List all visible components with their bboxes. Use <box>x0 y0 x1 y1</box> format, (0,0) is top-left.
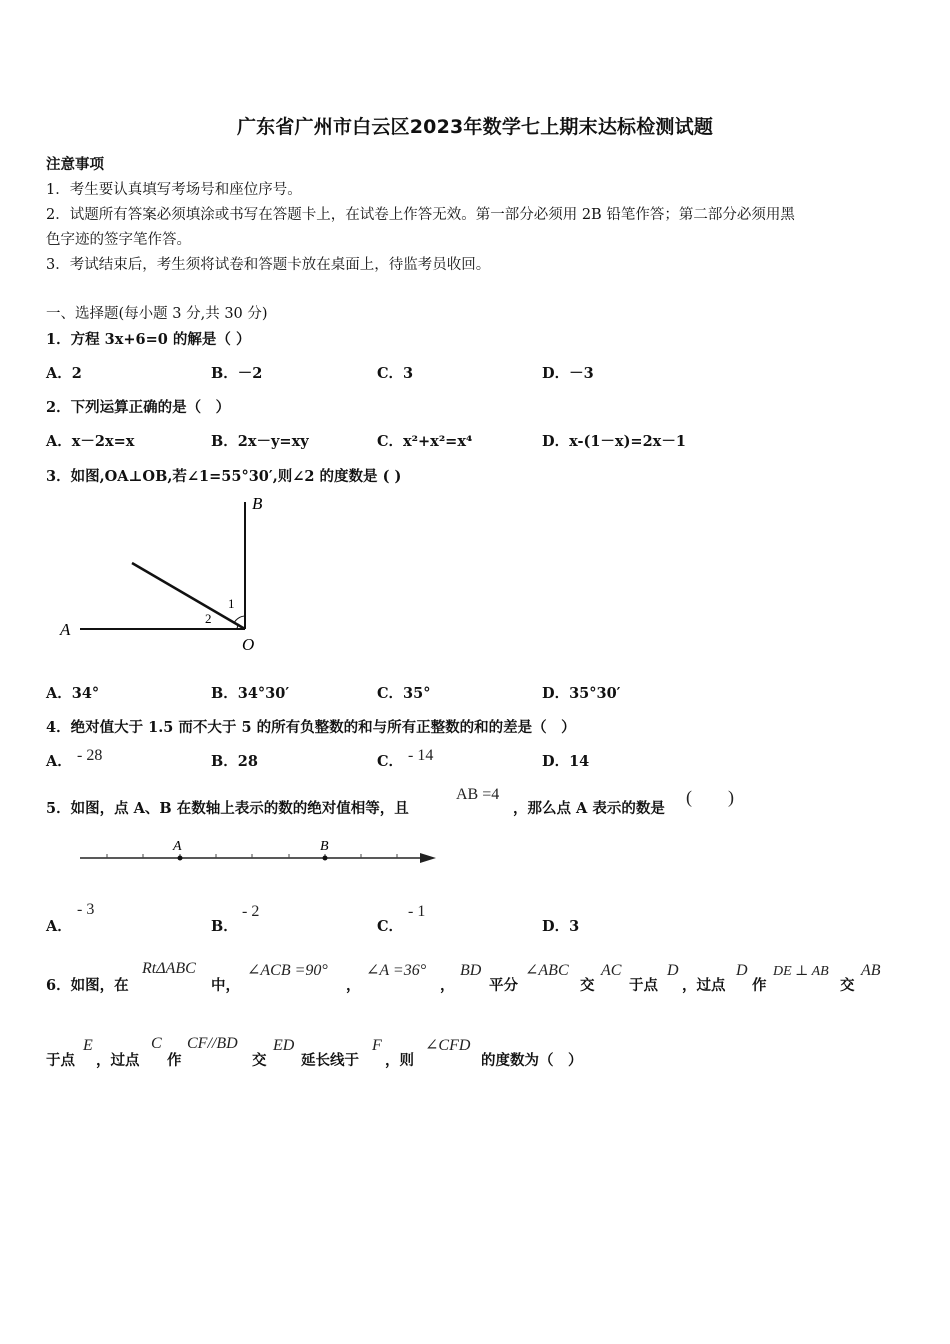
question-5-stem-post: ，那么点 A 表示的数是 <box>513 800 665 817</box>
q6-seg: ，则 <box>385 1052 414 1069</box>
question-3-stem: 3．如图,OA⊥OB,若∠1=55°30′,则∠2 的度数是 ( ) <box>46 468 402 485</box>
q6-math: ED <box>273 1037 295 1054</box>
q3-option-c: C．35° <box>377 685 431 702</box>
q5-option-a-label: A． <box>46 918 72 935</box>
q4-option-a-label: A． <box>46 753 72 770</box>
q6-seg: 交 <box>580 977 595 994</box>
q2-option-b: B．2x－y=xy <box>211 433 309 450</box>
q6-math: D <box>667 962 679 979</box>
q6-seg: 6．如图，在 <box>46 977 129 994</box>
q5-option-b-label: B． <box>211 918 238 935</box>
question-5-stem: 5．如图，点 A、B 在数轴上表示的数的绝对值相等，且 <box>46 800 409 817</box>
q4-option-c-value: - 14 <box>408 747 434 764</box>
q6-seg: 延长线于 <box>301 1052 359 1069</box>
notice-item: 色字迹的签字笔作答。 <box>46 232 191 248</box>
q6-seg: 交 <box>252 1052 267 1069</box>
q6-math: ∠ABC <box>525 962 569 979</box>
q6-math: F <box>372 1037 382 1054</box>
q6-seg: ，过点 <box>682 977 726 994</box>
q4-option-c-label: C． <box>377 753 404 770</box>
label-angle-2: 2 <box>205 611 212 626</box>
q1-option-d: D．－3 <box>542 365 594 382</box>
angle-figure <box>50 490 280 660</box>
q4-option-a-value: - 28 <box>77 747 103 764</box>
number-line-figure <box>70 832 450 872</box>
q4-option-d: D．14 <box>542 753 590 770</box>
label-b: B <box>320 839 329 854</box>
q6-seg: 交 <box>840 977 855 994</box>
q5-option-b-value: - 2 <box>242 903 260 920</box>
q3-option-b: B．34°30′ <box>211 685 290 702</box>
q6-math: DE ⊥ AB <box>773 964 829 979</box>
notice-item: 1．考生要认真填写考场号和座位序号。 <box>46 182 302 198</box>
question-1-stem: 1．方程 3x+6=0 的解是（ ） <box>46 331 251 348</box>
q1-option-c: C．3 <box>377 365 414 382</box>
q6-seg: ， <box>440 977 455 994</box>
notice-heading: 注意事项 <box>46 156 104 173</box>
q6-math: ∠ACB =90° <box>247 962 328 979</box>
q6-math: BD <box>460 962 482 979</box>
label-angle-1: 1 <box>228 596 235 611</box>
q3-option-a: A．34° <box>46 685 100 702</box>
q6-seg: 平分 <box>489 977 518 994</box>
q1-option-a: A．2 <box>46 365 82 382</box>
q5-math: AB =4 <box>456 786 500 803</box>
q6-math: AB <box>861 962 881 979</box>
q2-option-d: D．x-(1－x)=2x－1 <box>542 433 686 450</box>
q4-option-b: B．28 <box>211 753 258 770</box>
q5-option-c-label: C． <box>377 918 404 935</box>
q3-option-d: D．35°30′ <box>542 685 621 702</box>
q5-option-c-value: - 1 <box>408 903 426 920</box>
q6-math: C <box>151 1035 162 1052</box>
q6-math: D <box>736 962 748 979</box>
q6-seg: ，过点 <box>96 1052 140 1069</box>
q5-answer-paren: ( ) <box>686 787 734 807</box>
question-2-stem: 2．下列运算正确的是（ ） <box>46 399 231 416</box>
q6-seg: ， <box>346 977 361 994</box>
page-title: 广东省广州市白云区2023年数学七上期末达标检测试题 <box>236 116 714 138</box>
q6-math: ∠CFD <box>425 1037 471 1054</box>
label-b: B <box>252 494 263 513</box>
point-a <box>178 856 183 861</box>
q5-option-a-value: - 3 <box>77 901 95 918</box>
question-4-stem: 4．绝对值大于 1.5 而不大于 5 的所有负整数的和与所有正整数的和的差是（ ） <box>46 719 576 736</box>
q2-option-c: C．x²+x²=x⁴ <box>377 433 473 450</box>
section-heading: 一、选择题(每小题 3 分,共 30 分) <box>46 306 268 322</box>
notice-item: 2．试题所有答案必须填涂或书写在答题卡上，在试卷上作答无效。第一部分必须用 2B 铅笔作答；第二部分必须用黑 <box>46 207 795 223</box>
q5-option-d: D．3 <box>542 918 580 935</box>
q6-seg: 的度数为（ ） <box>481 1052 583 1069</box>
q6-math: ∠A =36° <box>366 962 427 979</box>
label-a: A <box>60 620 71 639</box>
q6-seg: 于点 <box>629 977 658 994</box>
q6-math: RtΔABC <box>142 960 196 977</box>
q1-option-b: B．－2 <box>211 365 263 382</box>
notice-item: 3．考试结束后，考生须将试卷和答题卡放在桌面上，待监考员收回。 <box>46 257 491 273</box>
q2-option-a: A．x－2x=x <box>46 433 135 450</box>
q6-seg: 作 <box>167 1052 182 1069</box>
label-a: A <box>173 839 182 854</box>
q6-math: E <box>83 1037 93 1054</box>
q6-seg: 于点 <box>46 1052 75 1069</box>
point-b <box>323 856 328 861</box>
q6-seg: 作 <box>752 977 767 994</box>
label-o: O <box>242 635 255 654</box>
q6-seg: 中， <box>211 977 240 994</box>
q6-math: CF//BD <box>187 1035 238 1052</box>
q6-math: AC <box>601 962 622 979</box>
